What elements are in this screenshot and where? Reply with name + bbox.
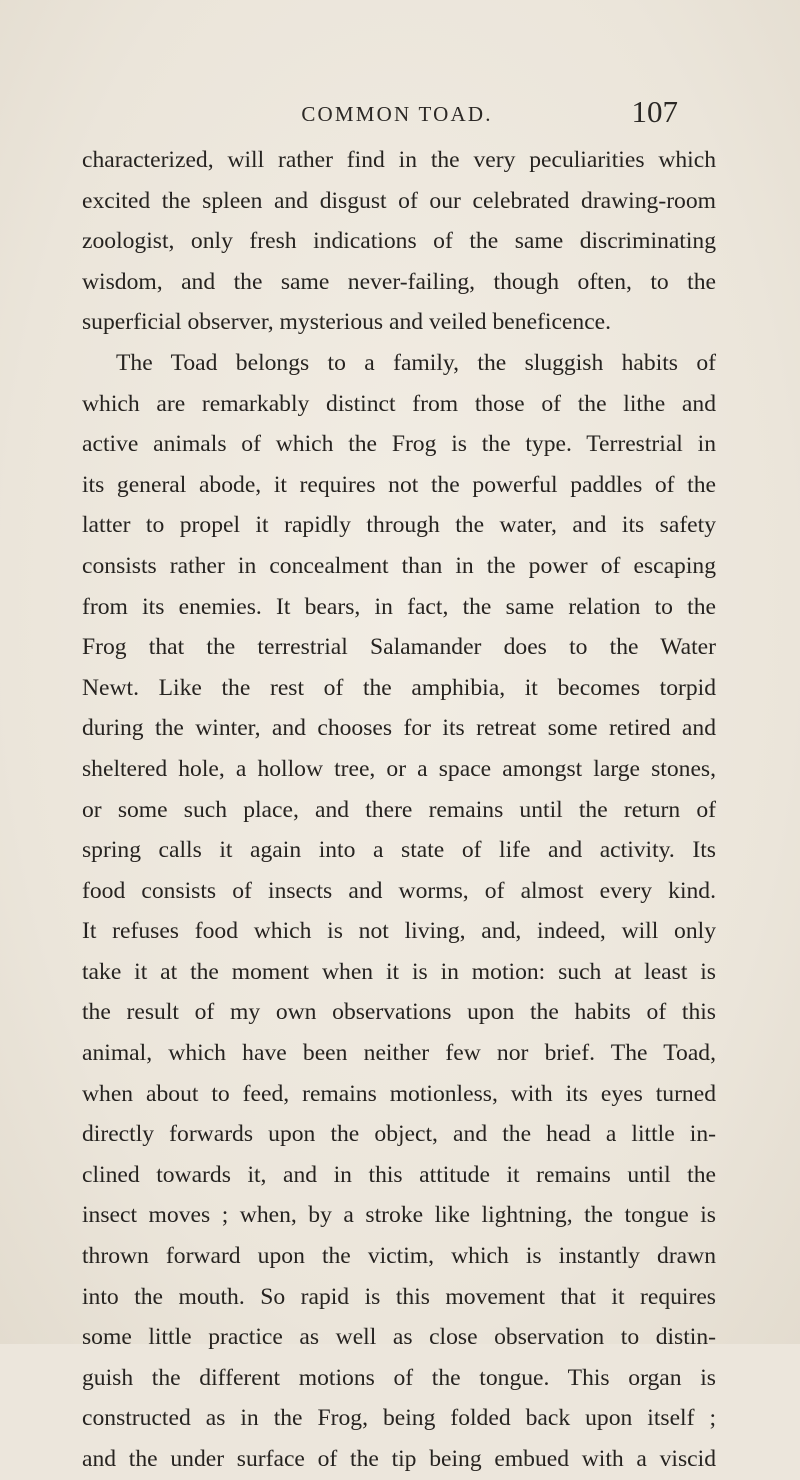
text-line: food consists of insects and worms, of almost every kind.: [82, 877, 716, 904]
text-line: take it at the moment when it is in motion: such at least is: [82, 958, 716, 985]
text-line: Frog that the terrestrial Salamander does to the Water: [82, 634, 716, 661]
text-line: superficial observer, mysterious and veiled beneficence.: [82, 309, 612, 336]
text-line: latter to propel it rapidly through the water, and its safety: [82, 512, 716, 539]
text-line: constructed as in the Frog, being folded back upon itself ;: [82, 1405, 716, 1432]
paragraph-1: [82, 140, 716, 343]
text-line: spring calls it again into a state of life and activity. Its: [82, 837, 716, 864]
text-line: It refuses food which is not living, and, indeed, will only: [82, 918, 716, 945]
text-line: some little practice as well as close observation to distin-: [82, 1324, 716, 1351]
text-line: directly forwards upon the object, and the head a little in-: [82, 1121, 716, 1148]
text-line: zoologist, only fresh indications of the same discriminating: [82, 228, 716, 255]
text-line: The Toad belongs to a family, the sluggish habits of: [116, 349, 716, 376]
text-line: active animals of which the Frog is the type. Terrestrial in: [82, 431, 716, 458]
text-line: Newt. Like the rest of the amphibia, it becomes torpid: [82, 674, 716, 701]
text-line: clined towards it, and in this attitude it remains until the: [82, 1161, 716, 1188]
text-line: sheltered hole, a hollow tree, or a space amongst large stones,: [82, 755, 716, 782]
text-line: into the mouth. So rapid is this movement that it requires: [82, 1283, 716, 1310]
text-line: insect moves ; when, by a stroke like lightning, the tongue is: [82, 1202, 716, 1229]
text-line: during the winter, and chooses for its retreat some retired and: [82, 715, 716, 742]
text-line: characterized, will rather find in the very peculiarities which: [82, 147, 716, 173]
text-line: its general abode, it requires not the powerful paddles of the: [82, 471, 716, 498]
text-line: from its enemies. It bears, in fact, the same relation to the: [82, 593, 716, 620]
text-line: the result of my own observations upon the habits of this: [82, 999, 716, 1026]
text-line: which are remarkably distinct from those of the lithe and: [82, 390, 716, 417]
text-line: thrown forward upon the victim, which is instantly drawn: [82, 1243, 716, 1270]
page-number: 107: [631, 94, 678, 129]
running-head: [0, 96, 800, 136]
text-line: consists rather in concealment than in the power of escaping: [82, 552, 716, 579]
body-text: [82, 140, 716, 1480]
text-line: excited the spleen and disgust of our celebrated drawing-room: [82, 187, 716, 214]
text-line: when about to feed, remains motionless, with its eyes turned: [82, 1080, 716, 1107]
text-line: guish the different motions of the tongue. This organ is: [82, 1364, 716, 1391]
text-line: wisdom, and the same never-failing, though often, to the: [82, 268, 716, 295]
text-line: or some such place, and there remains until the return of: [82, 796, 716, 823]
text-line: and the under surface of the tip being embued with a viscid: [82, 1446, 716, 1472]
text-line: animal, which have been neither few nor brief. The Toad,: [82, 1040, 716, 1067]
running-title: COMMON TOAD.: [301, 102, 493, 126]
paragraph-2: [82, 343, 716, 1480]
